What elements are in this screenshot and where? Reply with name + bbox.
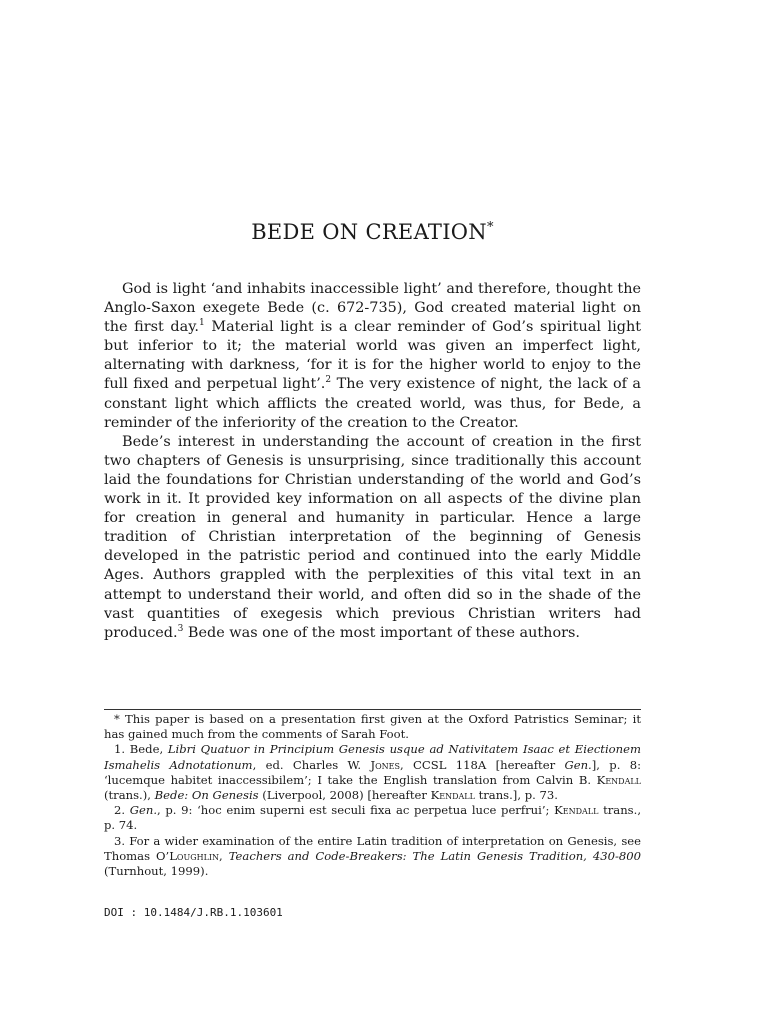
- text-run: Bede’s interest in understanding the account of creation in the first two chapters of Genesis is unsurprising, since traditionally this account laid the foundations for Christian understanding of the world and God’s work in it. It provided key information on all aspects of the divine plan for creation in general and humanity in particular. Hence a large tradition of Christian interpretation of the beginning of Genesis developed in the patristic period and continued into the early Middle Ages. Authors grappled with the perplexities of this vital text in an attempt to understand their world, and often did so in the shade of the vast quantities of exegesis which previous Christian writers had produced.: [104, 433, 641, 641]
- text-run: , p. 9: ‘hoc enim superni est seculi fixa ac perpetua luce perfrui’;: [157, 803, 555, 818]
- italic-text: Teachers and Code-Breakers: The Latin Genesis Tradition, 430-800: [228, 848, 641, 863]
- footnote-ref: 2: [325, 375, 332, 386]
- doi-line: DOI : 10.1484/J.RB.1.103601: [104, 906, 283, 919]
- footnote: [104, 834, 641, 880]
- text-run: trans., p. 74.: [104, 803, 641, 833]
- page-title: [104, 220, 641, 244]
- text-run: , CCSL 118A [hereafter: [400, 757, 565, 772]
- footnote-ref: 1: [199, 318, 205, 329]
- italic-text: Gen.: [129, 803, 158, 818]
- text-run: * This paper is based on a presentation first given at the Oxford Patristics Seminar; it has gained much from the comments of Sarah Foot.: [104, 712, 641, 742]
- footnote-ref: 3: [177, 623, 184, 634]
- text-run: , ed. Charles W.: [252, 757, 371, 772]
- text-run: 3. For a wider examination of the entire Latin tradition of interpretation on Genesis, see Thomas O’: [104, 833, 641, 863]
- footnote: [104, 742, 641, 803]
- text-run: (Liverpool, 2008) [hereafter: [258, 788, 431, 803]
- author-name: Kendall: [596, 772, 641, 787]
- text-run: (Turnhout, 1999).: [104, 864, 209, 879]
- text-run: ], p. 8: ‘lucemque habitet inaccessibilem’; I take the English translation from Calvin B.: [104, 757, 642, 787]
- footnote: [104, 712, 641, 742]
- italic-text: Libri Quatuor in Principium Genesis usque ad Nativitatem Isaac et Eiectionem Ismahelis Adnotationum: [104, 742, 641, 772]
- text-run: Material light is a clear reminder of God’s spiritual light but inferior to it; the material world was given an imperfect light, alternating with darkness, ‘for it is for the higher world to enjoy to the full fixed and perpetual light’.: [104, 319, 641, 393]
- text-run: 2.: [114, 803, 130, 818]
- footnote: [104, 803, 641, 833]
- text-run: 1. Bede,: [114, 742, 168, 757]
- body-text: [104, 280, 641, 643]
- author-name: Jones: [370, 757, 400, 772]
- text-run: trans.], p. 73.: [474, 788, 558, 803]
- page: [104, 0, 641, 1024]
- title-footnote-marker: *: [486, 220, 494, 235]
- author-name: Kendall: [554, 803, 599, 818]
- text-run: The very existence of night, the lack of a constant light which afflicts the created world, was thus, for Bede, a reminder of the inferiority of the creation to the Creator.: [104, 376, 641, 431]
- text-run: ,: [219, 848, 229, 863]
- text-run: (trans.),: [104, 788, 155, 803]
- text-run: Bede was one of the most important of these authors.: [183, 624, 580, 641]
- footnote-divider: [104, 709, 641, 710]
- footnotes: [104, 712, 641, 879]
- text-run: God is light ‘and inhabits inaccessible light’ and therefore, thought the Anglo-Saxon exegete Bede (c. 672-735), God created material light on the first day.: [104, 281, 641, 336]
- author-name: Loughlin: [169, 848, 220, 863]
- paragraph: [104, 280, 641, 433]
- title-text: BEDE ON CREATION: [251, 220, 487, 244]
- italic-text: Bede: On Genesis: [154, 788, 259, 803]
- author-name: Kendall: [430, 788, 475, 803]
- paragraph: [104, 433, 641, 643]
- italic-text: Gen.: [564, 757, 592, 772]
